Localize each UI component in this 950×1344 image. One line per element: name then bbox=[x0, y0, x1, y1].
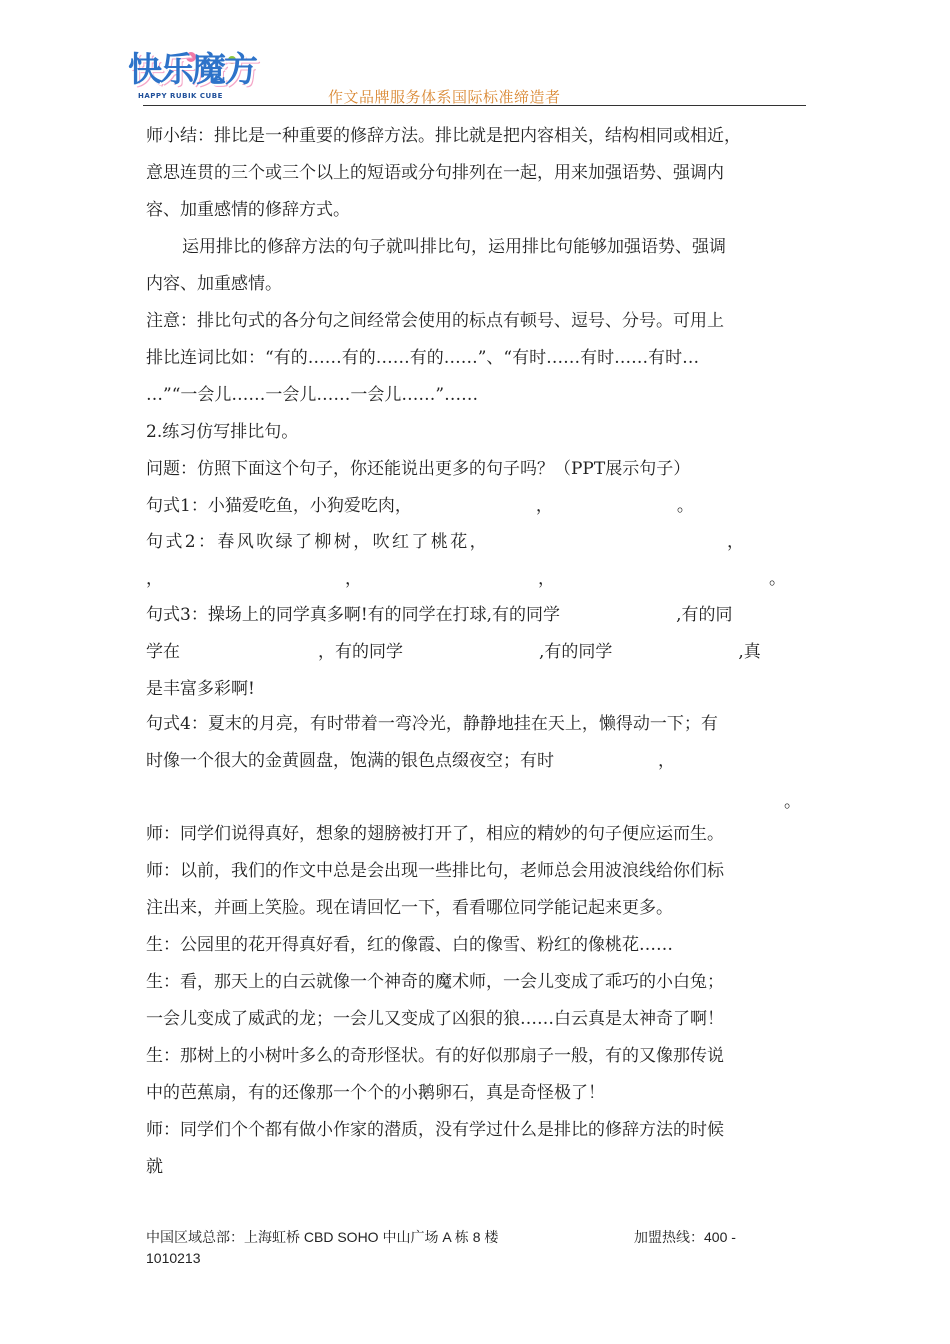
pattern-punct: 。 bbox=[769, 569, 786, 589]
pattern-text: ,有的同 bbox=[676, 605, 733, 625]
pattern-punct: ， bbox=[345, 569, 362, 589]
pattern-text: 句式4：夏末的月亮，有时带着一弯冷光，静静地挂在天上，懒得动一下；有 bbox=[146, 714, 718, 734]
sentence-pattern-2 bbox=[146, 524, 810, 598]
pattern-text: 句式2：春风吹绿了柳树，吹红了桃花， bbox=[146, 532, 490, 552]
pattern-punct: ， bbox=[658, 751, 675, 771]
pattern-text: 时像一个很大的金黄圆盘，饱满的银色点缀夜空；有时 bbox=[146, 751, 554, 771]
logo-text: 快乐魔方 bbox=[128, 50, 256, 90]
header-tagline: 作文品牌服务体系国际标准缔造者 bbox=[328, 88, 561, 106]
student-answer-3 bbox=[146, 1038, 810, 1112]
text-line: 排比连词比如：“有的……有的……有的……”、“有时……有时……有时… bbox=[146, 348, 700, 368]
pattern-text: ,真 bbox=[738, 642, 761, 662]
text-line: 师：以前，我们的作文中总是会出现一些排比句，老师总会用波浪线给你们标 bbox=[146, 861, 724, 881]
footer-address: 中国区域总部：上海虹桥 CBD SOHO 中山广场 A 栋 8 楼 bbox=[146, 1229, 499, 1245]
text-line: 生：看，那天上的白云就像一个神奇的魔术师，一会儿变成了乖巧的小白兔； bbox=[146, 972, 724, 992]
teacher-prompt bbox=[146, 853, 810, 927]
pattern-punct: 。 bbox=[784, 792, 801, 812]
text-line: 生：那树上的小树叶多么的奇形怪状。有的好似那扇子一般，有的又像那传说 bbox=[146, 1046, 724, 1066]
text-line: 师小结：排比是一种重要的修辞方法。排比就是把内容相关，结构相同或相近， bbox=[146, 126, 741, 146]
logo-subtitle: HAPPY RUBIK CUBE bbox=[138, 92, 223, 100]
pattern-text: 句式3：操场上的同学真多啊!有的同学在打球,有的同学 bbox=[146, 605, 561, 625]
pattern-punct: ， bbox=[535, 496, 553, 516]
text-line: 运用排比的修辞方法的句子就叫排比句，运用排比句能够加强语势、强调 bbox=[182, 237, 726, 257]
student-answer-1: 生：公园里的花开得真好看，红的像霞、白的像雪、粉红的像桃花…… bbox=[146, 935, 673, 955]
question-text: 问题：仿照下面这个句子，你还能说出更多的句子吗？（PPT展示句子） bbox=[146, 459, 691, 479]
pattern-text: ,有的同学 bbox=[539, 642, 613, 662]
pattern-punct: ， bbox=[727, 532, 745, 552]
pattern-text: 句式1：小猫爱吃鱼，小狗爱吃肉， bbox=[146, 496, 412, 516]
sentence-pattern-1 bbox=[146, 488, 810, 525]
section-heading: 2.练习仿写排比句。 bbox=[146, 422, 299, 442]
footer-hotline: 加盟热线：400 - bbox=[634, 1229, 736, 1245]
pattern-text: 学在 bbox=[146, 642, 180, 662]
paragraph-definition bbox=[146, 229, 810, 303]
pattern-punct: ， bbox=[538, 569, 555, 589]
text-line: 师：同学们个个都有做小作家的潜质，没有学过什么是排比的修辞方法的时候 bbox=[146, 1120, 724, 1140]
paragraph-summary bbox=[146, 118, 810, 229]
text-line: …”“一会儿……一会儿……一会儿……”…… bbox=[146, 385, 479, 405]
text-line: 容、加重感情的修辞方式。 bbox=[146, 200, 350, 220]
student-answer-2 bbox=[146, 964, 810, 1038]
text-line: 注出来，并画上笑脸。现在请回忆一下，看看哪位同学能记起来更多。 bbox=[146, 898, 673, 918]
text-line: 一会儿变成了威武的龙；一会儿又变成了凶狠的狼……白云真是太神奇了啊！ bbox=[146, 1009, 724, 1029]
text-line: 内容、加重感情。 bbox=[146, 274, 282, 294]
brand-logo bbox=[128, 50, 258, 104]
pattern-text: ，有的同学 bbox=[318, 642, 403, 662]
sentence-pattern-4 bbox=[146, 706, 810, 817]
pattern-punct: 。 bbox=[676, 496, 694, 516]
text-line: 就 bbox=[146, 1157, 163, 1177]
header-divider bbox=[143, 105, 806, 106]
pattern-text: 是丰富多彩啊! bbox=[146, 679, 255, 699]
teacher-comment: 师：同学们说得真好，想象的翅膀被打开了，相应的精妙的句子便应运而生。 bbox=[146, 824, 724, 844]
text-line: 意思连贯的三个或三个以上的短语或分句排列在一起，用来加强语势、强调内 bbox=[146, 163, 724, 183]
text-line: 中的芭蕉扇，有的还像那一个个的小鹅卵石，真是奇怪极了！ bbox=[146, 1083, 605, 1103]
sentence-pattern-3 bbox=[146, 597, 810, 708]
paragraph-note bbox=[146, 303, 810, 414]
pattern-punct: ， bbox=[146, 569, 163, 589]
text-line: 注意：排比句式的各分句之间经常会使用的标点有顿号、逗号、分号。可用上 bbox=[146, 311, 724, 331]
footer-hotline-number: 1010213 bbox=[146, 1250, 201, 1266]
teacher-closing bbox=[146, 1112, 810, 1186]
